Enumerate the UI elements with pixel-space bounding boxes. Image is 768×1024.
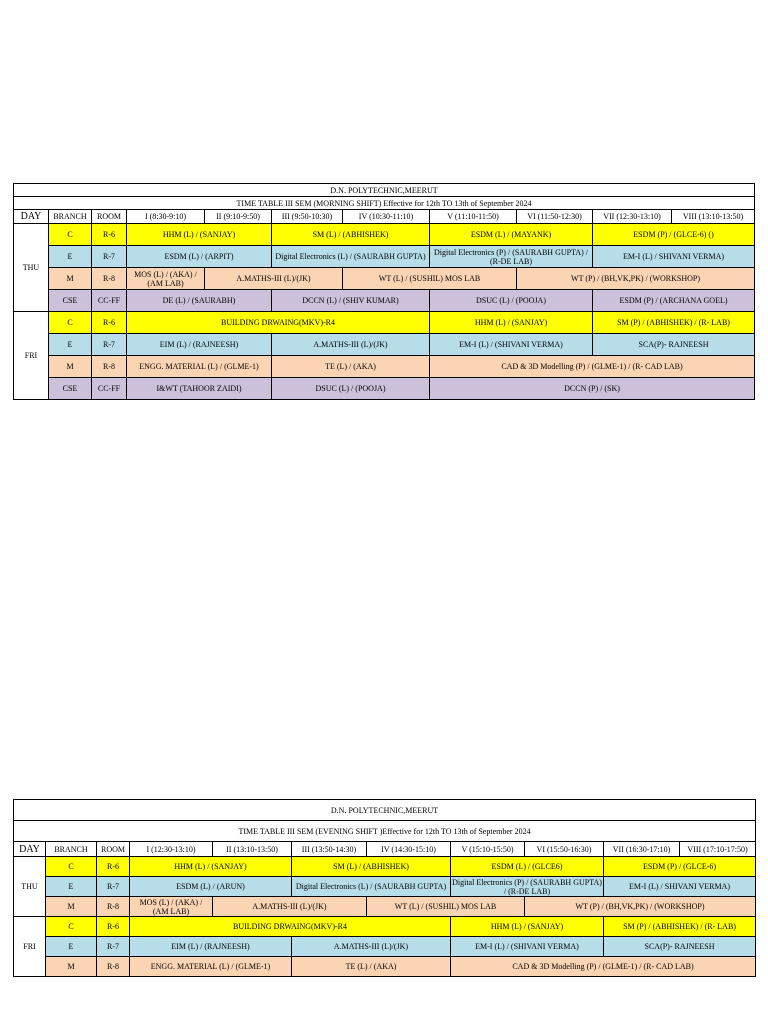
header-period-6: VI (15:50-16:30) — [525, 842, 604, 857]
subject-cell: ESDM (P) / (GLCE-6) — [604, 857, 756, 877]
header-period-1: I (12:30-13:10) — [130, 842, 213, 857]
subject-cell: DCCN (P) / (SK) — [430, 378, 755, 400]
branch-cell: M — [46, 957, 97, 977]
header-room: ROOM — [92, 210, 127, 224]
room-cell: R-7 — [92, 246, 127, 268]
institute-name: D.N. POLYTECHNIC,MEERUT — [14, 800, 756, 821]
day-label: FRI — [14, 917, 46, 977]
table-row — [14, 857, 756, 877]
subject-cell: EM-I (L) / SHIVANI VERMA) — [593, 246, 755, 268]
morning-timetable — [13, 183, 755, 400]
timetable-title: TIME TABLE III SEM (EVENING SHIFT )Effective for 12th TO 13th of September 2024 — [14, 821, 756, 842]
day-label: THU — [14, 857, 46, 917]
room-cell: R-8 — [97, 897, 130, 917]
subject-cell: HHM (L) / (SANJAY) — [430, 312, 593, 334]
subject-cell: EM-I (L) / SHIVANI VERMA) — [604, 877, 756, 897]
branch-cell: C — [46, 917, 97, 937]
subject-cell: DE (L) / (SAURABH) — [127, 290, 272, 312]
subject-cell: CAD & 3D Modelling (P) / (GLME-1) / (R- CAD LAB) — [430, 356, 755, 378]
subject-cell: SCA(P)- RAJNEESH — [593, 334, 755, 356]
header-branch: BRANCH — [49, 210, 92, 224]
subject-cell: BUILDING DRWAING(MKV)-R4 — [127, 312, 430, 334]
subject-cell: ESDM (L) / (ARUN) — [130, 877, 292, 897]
subject-cell: Digital Electronics (P) / (SAURABH GUPTA) / (R-DE LAB) — [430, 246, 593, 268]
subject-cell: ESDM (L) / (GLCE6) — [451, 857, 604, 877]
subject-cell: ESDM (L) / (ARPIT) — [127, 246, 272, 268]
branch-cell: M — [49, 356, 92, 378]
header-period-5: V (11:10-11:50) — [430, 210, 517, 224]
room-cell: R-8 — [92, 268, 127, 290]
header-period-4: IV (10:30-11:10) — [343, 210, 430, 224]
header-period-5: V (15:10-15:50) — [451, 842, 525, 857]
header-period-2: II (13:10-13:50) — [213, 842, 292, 857]
subject-cell: A.MATHS-III (L)/(JK) — [205, 268, 343, 290]
subject-cell: I&WT (TAHOOR ZAIDI) — [127, 378, 272, 400]
branch-cell: M — [49, 268, 92, 290]
room-cell: R-6 — [92, 312, 127, 334]
subject-cell: Digital Electronics (P) / (SAURABH GUPTA) / (R-DE LAB) — [452, 877, 602, 896]
header-period-4: IV (14:30-15:10) — [367, 842, 451, 857]
room-cell: R-6 — [97, 857, 130, 877]
table-row — [14, 957, 756, 977]
header-day: DAY — [14, 210, 49, 224]
subject-cell: WT (P) / (BH,VK,PK) / (WORKSHOP) — [517, 268, 755, 290]
room-cell: R-8 — [92, 356, 127, 378]
branch-cell: C — [49, 224, 92, 246]
subject-cell: HHM (L) / (SANJAY) — [127, 224, 272, 246]
subject-cell: ESDM (L) / (MAYANK) — [430, 224, 593, 246]
subject-cell: HHM (L) / (SANJAY) — [451, 917, 604, 937]
header-period-8: VIII (17:10-17:50) — [680, 842, 756, 857]
subject-cell: HHM (L) / (SANJAY) — [130, 857, 292, 877]
room-cell: R-7 — [92, 334, 127, 356]
header-period-7: VII (16:30-17:10) — [604, 842, 680, 857]
subject-cell: EIM (L) / (RAJNEESH) — [127, 334, 272, 356]
header-day: DAY — [14, 842, 46, 857]
table-row — [14, 877, 756, 897]
subject-cell: TE (L) / (AKA) — [272, 356, 430, 378]
table-row — [14, 334, 755, 356]
subject-cell: DSUC (L) / (POOJA) — [272, 378, 430, 400]
subject-cell: SCA(P)- RAJNEESH — [604, 937, 756, 957]
header-branch: BRANCH — [46, 842, 97, 857]
subject-cell: DSUC (L) / (POOJA) — [430, 290, 593, 312]
evening-timetable — [13, 799, 756, 977]
timetable-title: TIME TABLE III SEM (MORNING SHIFT) Effective for 12th TO 13th of September 2024 — [14, 197, 755, 210]
subject-cell: ESDM (P) / (GLCE-6) () — [593, 224, 755, 246]
branch-cell: M — [46, 897, 97, 917]
table-row — [14, 356, 755, 378]
table-row — [14, 268, 755, 290]
table-row — [14, 246, 755, 268]
subject-cell: CAD & 3D Modelling (P) / (GLME-1) / (R- CAD LAB) — [451, 957, 756, 977]
room-cell: R-8 — [97, 957, 130, 977]
room-cell: CC-FF — [92, 378, 127, 400]
header-period-7: VII (12:30-13:10) — [593, 210, 672, 224]
subject-cell: SM (L) / (ABHISHEK) — [292, 857, 451, 877]
header-period-3: III (9:50-10:30) — [272, 210, 343, 224]
table-row — [14, 224, 755, 246]
room-cell: R-7 — [97, 877, 130, 897]
day-label: FRI — [14, 312, 49, 400]
subject-cell: EIM (L) / (RAJNEESH) — [130, 937, 292, 957]
table-row — [14, 917, 756, 937]
subject-cell: WT (P) / (BH,VK,PK) / (WORKSHOP) — [525, 897, 756, 917]
header-period-8: VIII (13:10-13:50) — [672, 210, 755, 224]
subject-cell: A.MATHS-III (L)/(JK) — [292, 937, 451, 957]
subject-cell: A.MATHS-III (L)/(JK) — [272, 334, 430, 356]
branch-cell: C — [46, 857, 97, 877]
branch-cell: C — [49, 312, 92, 334]
branch-cell: E — [49, 246, 92, 268]
header-period-6: VI (11:50-12:30) — [517, 210, 593, 224]
subject-cell: MOS (L) / (AKA) / (AM LAB) — [130, 897, 213, 917]
table-row — [14, 290, 755, 312]
subject-cell: BUILDING DRWAING(MKV)-R4 — [130, 917, 451, 937]
branch-cell: CSE — [49, 290, 92, 312]
table-row — [14, 312, 755, 334]
subject-cell: SM (P) / (ABHISHEK) / (R- LAB) — [593, 312, 755, 334]
header-period-1: I (8:30-9:10) — [127, 210, 205, 224]
subject-cell: DCCN (L) / (SHIV KUMAR) — [272, 290, 430, 312]
institute-name: D.N. POLYTECHNIC,MEERUT — [14, 184, 755, 197]
subject-cell: EM-I (L) / (SHIVANI VERMA) — [451, 937, 604, 957]
room-cell: CC-FF — [92, 290, 127, 312]
subject-cell: WT (L) / (SUSHIL) MOS LAB — [367, 897, 525, 917]
subject-cell: ENGG. MATERIAL (L) / (GLME-1) — [127, 356, 272, 378]
subject-cell: EM-I (L) / (SHIVANI VERMA) — [430, 334, 593, 356]
table-row — [14, 937, 756, 957]
branch-cell: CSE — [49, 378, 92, 400]
subject-cell: TE (L) / (AKA) — [292, 957, 451, 977]
subject-cell: WT (L) / (SUSHIL) MOS LAB — [343, 268, 517, 290]
day-label: THU — [14, 224, 49, 312]
subject-cell: SM (P) / (ABHISHEK) / (R- LAB) — [604, 917, 756, 937]
header-period-3: III (13:50-14:30) — [292, 842, 367, 857]
subject-cell: Digital Electronics (L) / (SAURABH GUPTA) — [292, 877, 451, 897]
room-cell: R-6 — [92, 224, 127, 246]
subject-cell: Digital Electronics (L) / (SAURABH GUPTA) — [272, 246, 430, 268]
subject-cell: SM (L) / (ABHISHEK) — [272, 224, 430, 246]
subject-cell: ESDM (P) / (ARCHANA GOEL) — [593, 290, 755, 312]
header-room: ROOM — [97, 842, 130, 857]
branch-cell: E — [46, 877, 97, 897]
table-row — [14, 378, 755, 400]
subject-cell: MOS (L) / (AKA) / (AM LAB) — [127, 268, 205, 290]
subject-cell: ENGG. MATERIAL (L) / (GLME-1) — [130, 957, 292, 977]
room-cell: R-6 — [97, 917, 130, 937]
branch-cell: E — [49, 334, 92, 356]
table-row — [14, 897, 756, 917]
subject-cell: A.MATHS-III (L)/(JK) — [213, 897, 367, 917]
header-period-2: II (9:10-9:50) — [205, 210, 272, 224]
branch-cell: E — [46, 937, 97, 957]
room-cell: R-7 — [97, 937, 130, 957]
